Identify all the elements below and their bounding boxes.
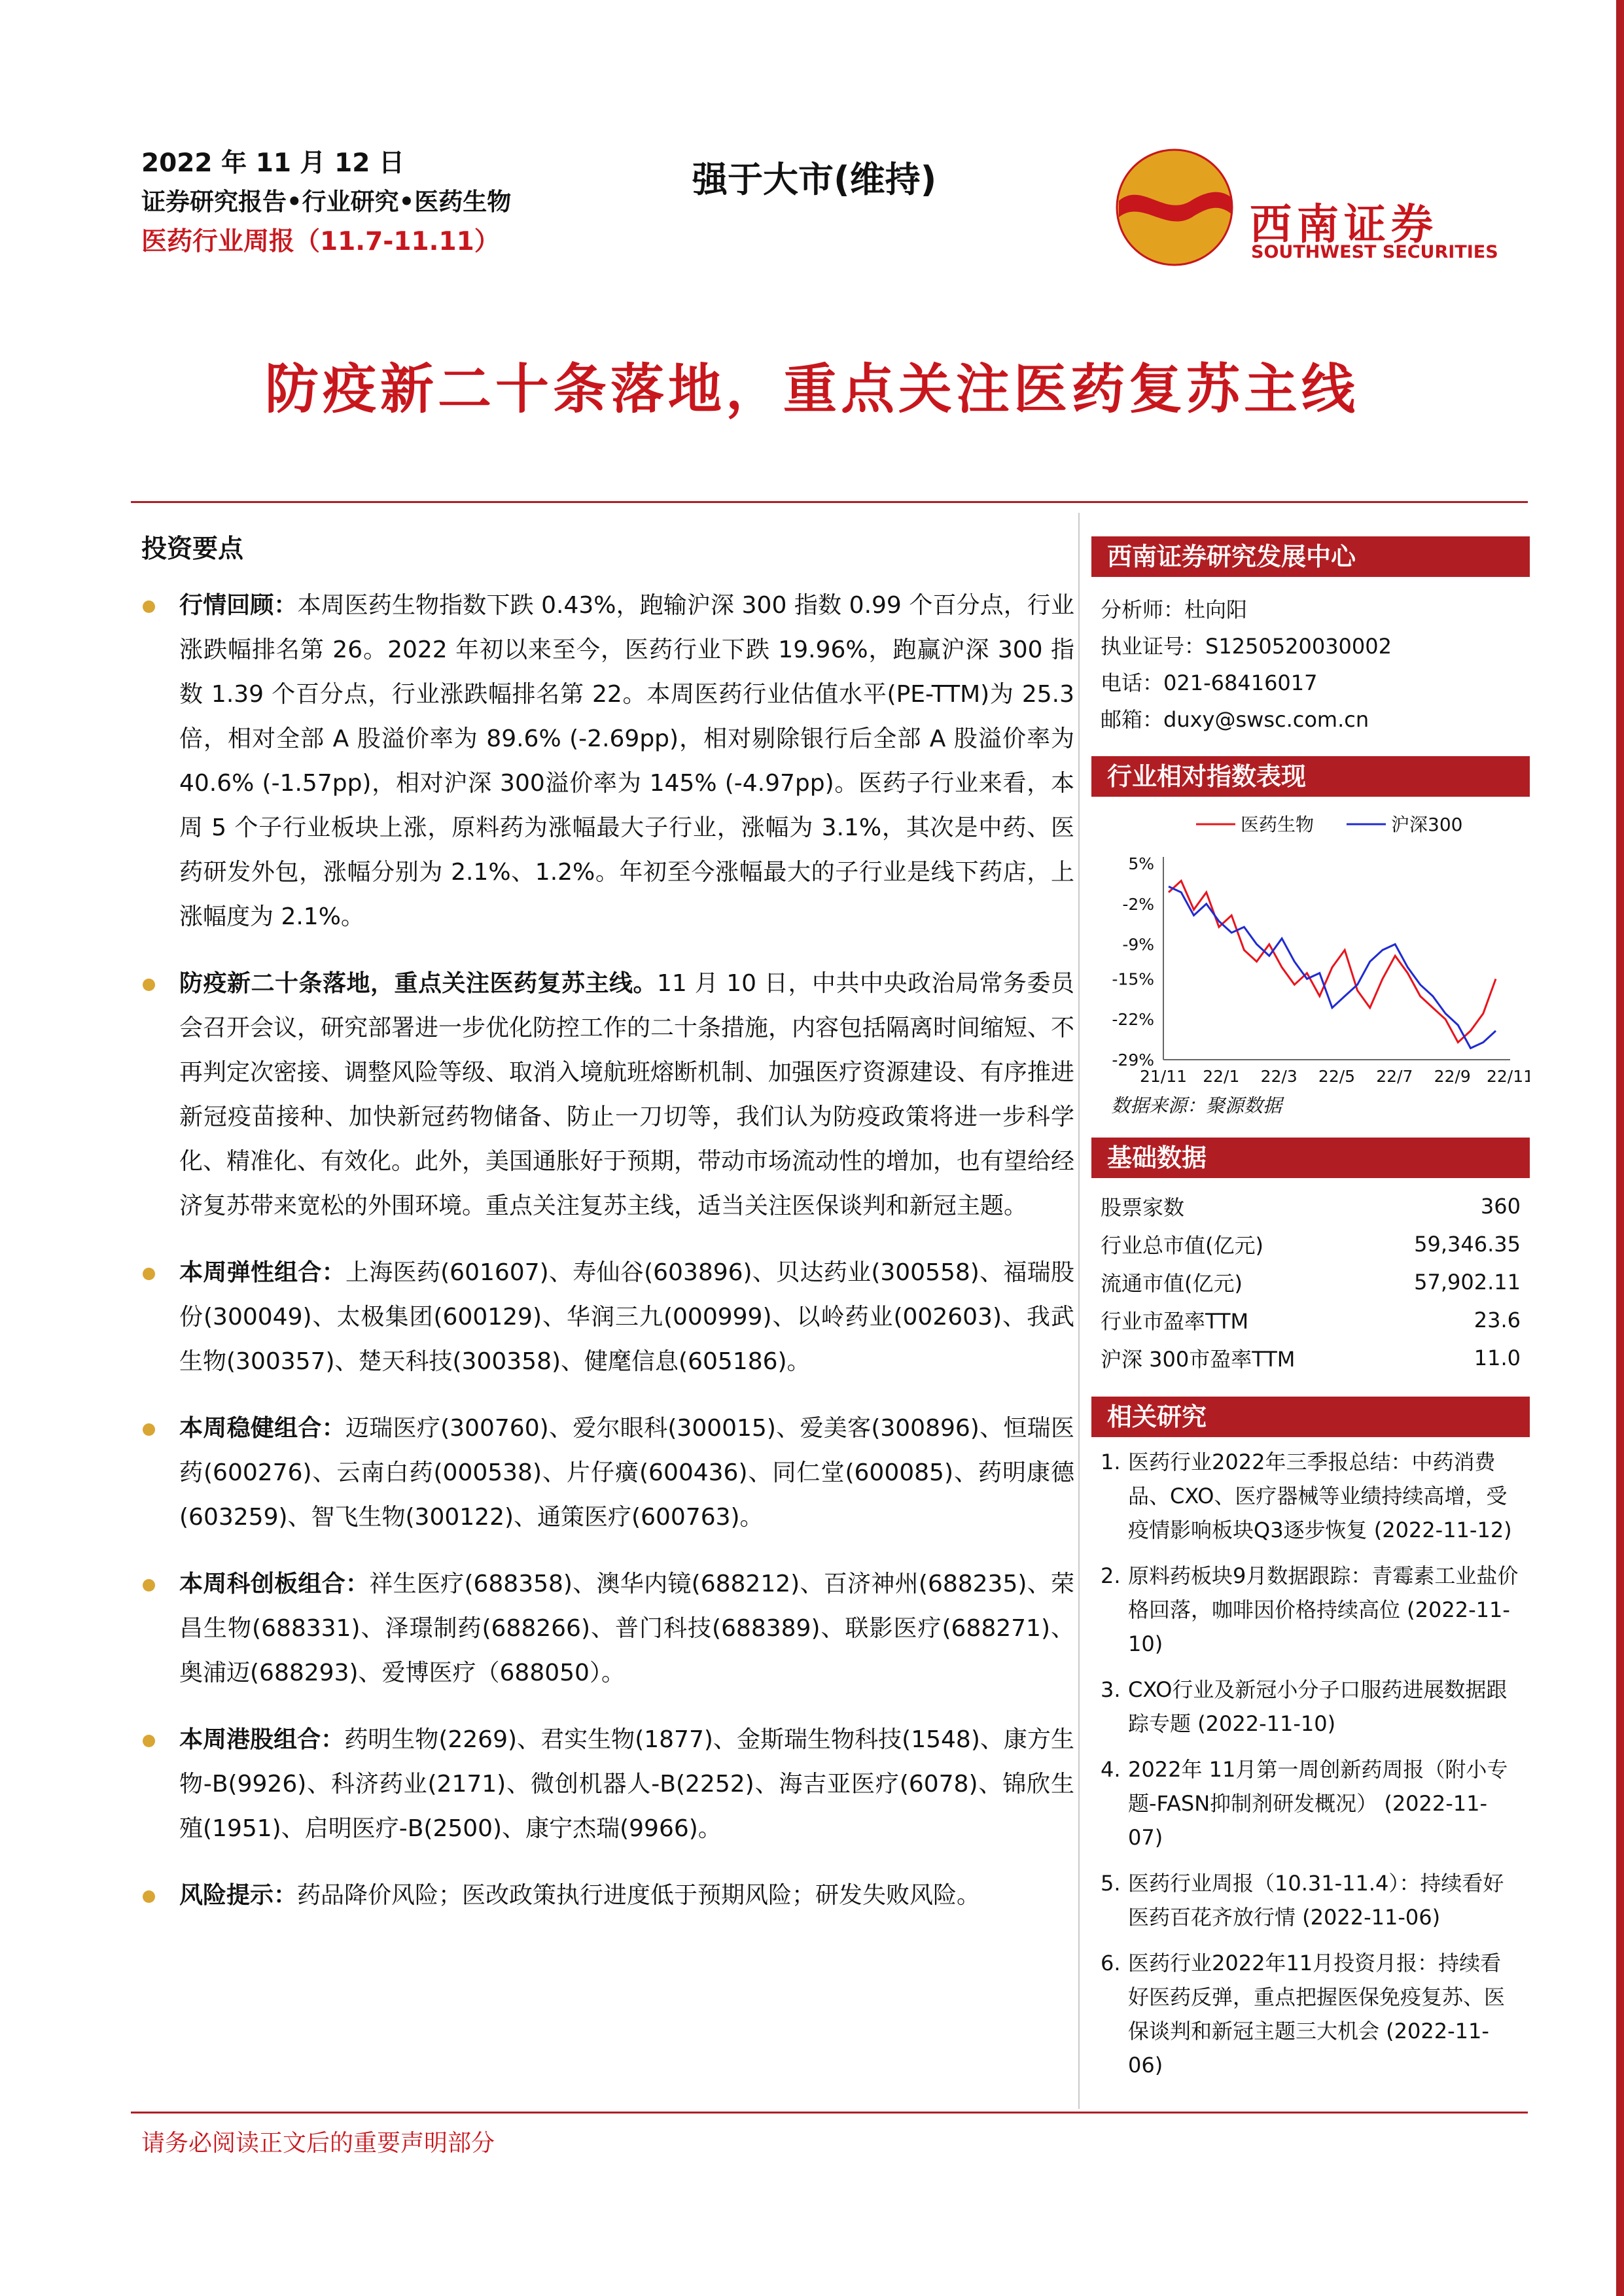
bullet-policy [141,962,1074,1228]
y-tick-label: -29% [1112,1051,1154,1070]
item-number: 4. [1101,1757,1121,1782]
page-edge-bar [1616,0,1624,2296]
bullet-text: 药品降价风险；医改政策执行进度低于预期风险；研发失败风险。 [297,1882,981,1909]
table-row [1091,1263,1530,1301]
basic-data-header: 基础数据 [1091,1138,1530,1178]
bullet-market-review [141,583,1074,939]
x-tick-label: 22/11 [1486,1067,1530,1086]
y-tick-label: -22% [1112,1010,1154,1030]
legend-label: 医药生物 [1241,814,1315,835]
bullet-risk [141,1873,1074,1918]
footer-disclaimer: 请务必阅读正文后的重要声明部分 [141,2130,495,2157]
table-row [1091,1187,1530,1225]
bullet-lead: 本周稳健组合： [179,1415,345,1442]
top-divider [131,501,1528,503]
analyst-name: 分析师：杜向阳 [1101,597,1248,622]
bullet-text: 本周医药生物指数下跌 0.43%，跑输沪深 300 指数 0.99 个百分点，行业涨跌幅排名第 26。2022 年初以来至今，医药行业下跌 19.96%，跑赢沪深 300 指数 1.39 个百分点，行业涨跌幅排名第 22。本周医药行业估值水平(PE-TTM)为 25.3 倍，相对全部 A 股溢价率为 89.6% (-2.69pp)，相对剔除银行后全部 A 股溢价率为 40.6% (-1.57pp)，相对沪深 300溢价率为 145% (-4.97pp)。医药子行业来看，本周 5 个子行业板块上涨，原料药为涨幅最大子行业，涨幅为 3.1%，其次是中药、医药研发外包，涨幅分别为 2.1%、1.2%。年初至今涨幅最大的子行业是线下药店，上涨幅度为 2.1%。 [179,592,1074,930]
chart-source: 数据来源：聚源数据 [1111,1094,1282,1117]
table-row [1091,1301,1530,1339]
item-text: 医药行业2022年三季报总结：中药消费品、CXO、医疗器械等业绩持续高增，受疫情影响板块Q3逐步恢复 (2022-11-12) [1128,1450,1512,1542]
list-item[interactable] [1101,1445,1521,1547]
y-tick-label: -9% [1122,935,1154,954]
bullet-dot-icon [143,600,155,613]
related-research-list [1091,1445,1530,2082]
analyst-phone: 电话：021-68416017 [1101,670,1318,695]
item-number: 1. [1101,1450,1121,1474]
x-tick-label: 22/3 [1260,1067,1297,1086]
research-center-header: 西南证券研究发展中心 [1091,536,1530,577]
analyst-info [1091,577,1530,742]
bullet-dot-icon [143,1423,155,1436]
bullet-lead: 防疫新二十条落地，重点关注医药复苏主线。 [179,970,658,997]
item-number: 3. [1101,1677,1121,1702]
table-row [1091,1339,1530,1377]
rating: 强于大市(维持) [692,159,937,200]
list-item[interactable] [1101,1752,1521,1854]
bullet-dot-icon [143,1268,155,1280]
analyst-email[interactable]: 邮箱：duxy@swsc.com.cn [1101,707,1369,732]
relative-index-chart [1091,805,1530,1118]
chart-svg [1091,805,1530,1086]
bottom-divider [131,2112,1528,2113]
bullet-text: 迈瑞医疗(300760)、爱尔眼科(300015)、爱美客(300896)、恒瑞医药(600276)、云南白药(000538)、片仔癀(600436)、同仁堂(600085)、药明康德(603259)、智飞生物(300122)、通策医疗(600763)。 [179,1415,1074,1531]
bullet-text: 11 月 10 日，中共中央政治局常务委员会召开会议，研究部署进一步优化防控工作的二十条措施，内容包括隔离时间缩短、不再判定次密接、调整风险等级、取消入境航班熔断机制、加强医疗资源建设、有序推进新冠疫苗接种、加快新冠药物储备、防止一刀切等，我们认为防疫政策将进一步科学化、精准化、有效化。此外，美国通胀好于预期，带动市场流动性的增加，也有望给经济复苏带来宽松的外围环境。重点关注复苏主线，适当关注医保谈判和新冠主题。 [179,970,1075,1219]
chart-lines [1169,881,1496,1049]
chart-legend [1196,814,1462,835]
y-tick-label: -15% [1112,969,1154,989]
bullet-lead: 本周科创板组合： [179,1571,370,1597]
basic-value: 11.0 [1474,1346,1521,1370]
column-divider [1078,513,1080,2109]
bullet-dot-icon [143,979,155,991]
list-item[interactable] [1101,1673,1521,1741]
bullet-text: 药明生物(2269)、君实生物(1877)、金斯瑞生物科技(1548)、康方生物-B(9926)、科济药业(2171)、微创机器人-B(2252)、海吉亚医疗(6078)、锦欣生殖(1951)、启明医疗-B(2500)、康宁杰瑞(9966)。 [179,1726,1074,1842]
basic-value: 57,902.11 [1414,1270,1521,1295]
y-tick-label: -2% [1122,894,1154,914]
x-tick-label: 22/5 [1318,1067,1356,1086]
basic-value: 23.6 [1474,1308,1521,1332]
item-number: 2. [1101,1563,1121,1588]
x-tick-label: 21/11 [1139,1067,1188,1086]
bullet-dot-icon [143,1579,155,1592]
chart-header: 行业相对指数表现 [1091,756,1530,797]
bullet-stable-portfolio [141,1406,1074,1540]
basic-label: 行业总市值(亿元) [1101,1233,1263,1258]
logo-text-en: SOUTHWEST SECURITIES [1251,242,1498,262]
table-row [1091,1225,1530,1263]
basic-value: 360 [1480,1194,1521,1219]
x-tick-label: 22/9 [1434,1067,1471,1086]
bullet-star-market-portfolio [141,1562,1074,1696]
y-tick-label: 5% [1128,854,1154,873]
legend-label: 沪深300 [1391,814,1463,835]
basic-label: 流通市值(亿元) [1101,1271,1243,1296]
section-heading: 投资要点 [141,534,244,564]
bullet-lead: 本周弹性组合： [179,1259,345,1286]
logo-text-cn: 西南证券 [1250,201,1438,249]
bullet-lead: 行情回顾： [179,592,298,619]
item-text: 医药行业2022年11月投资月报：持续看好医药反弹，重点把握医保免疫复苏、医保谈判和新冠主题三大机会 (2022-11-06) [1128,1951,1506,2078]
series-line [1169,881,1496,1043]
basic-value: 59,346.35 [1414,1232,1521,1257]
report-series: 证券研究报告•行业研究•医药生物 [141,188,512,216]
bullet-elastic-portfolio [141,1251,1074,1384]
list-item[interactable] [1101,1559,1521,1661]
report-date: 2022 年 11 月 12 日 [141,148,404,178]
report-title: 防疫新二十条落地，重点关注医药复苏主线 [264,358,1359,421]
bullet-text: 上海医药(601607)、寿仙谷(603896)、贝达药业(300558)、福瑞股份(300049)、太极集团(600129)、华润三九(000999)、以岭药业(002603)、我武生物(300357)、楚天科技(300358)、健麾信息(605186)。 [179,1259,1074,1375]
logo-emblem-icon [1112,145,1237,270]
item-number: 6. [1101,1951,1121,1975]
bullet-dot-icon [143,1735,155,1747]
analyst-license: 执业证号：S1250520030002 [1101,634,1392,659]
item-text: 原料药板块9月数据跟踪：青霉素工业盐价格回落，咖啡因价格持续高位 (2022-11-10) [1128,1563,1519,1656]
sidebar [1091,536,1530,2094]
list-item[interactable] [1101,1866,1521,1934]
bullet-lead: 本周港股组合： [179,1726,345,1753]
investment-highlights [141,529,1074,1940]
bullet-dot-icon [143,1890,155,1903]
bullet-text: 祥生医疗(688358)、澳华内镜(688212)、百济神州(688235)、荣昌生物(688331)、泽璟制药(688266)、普门科技(688389)、联影医疗(688271)、奥浦迈(688293)、爱博医疗（688050）。 [179,1571,1074,1686]
basic-label: 行业市盈率TTM [1101,1309,1249,1334]
item-text: 2022年 11月第一周创新药周报（附小专题-FASN抑制剂研发概况） (2022-11-07) [1128,1757,1508,1850]
company-logo [1112,145,1505,270]
related-research-header: 相关研究 [1091,1397,1530,1437]
report-weekly-title: 医药行业周报（11.7-11.11） [141,227,500,256]
x-tick-label: 22/1 [1203,1067,1240,1086]
basic-data-table [1091,1187,1530,1377]
bullet-hk-portfolio [141,1718,1074,1851]
item-text: CXO行业及新冠小分子口服药进展数据跟踪专题 (2022-11-10) [1128,1677,1508,1736]
list-item[interactable] [1101,1946,1521,2082]
x-tick-label: 22/7 [1376,1067,1413,1086]
basic-label: 沪深 300市盈率TTM [1101,1347,1296,1372]
basic-label: 股票家数 [1101,1195,1185,1220]
item-text: 医药行业周报（10.31-11.4）：持续看好医药百花齐放行情 (2022-11-06) [1128,1871,1504,1930]
bullet-lead: 风险提示： [179,1882,298,1909]
item-number: 5. [1101,1871,1121,1896]
